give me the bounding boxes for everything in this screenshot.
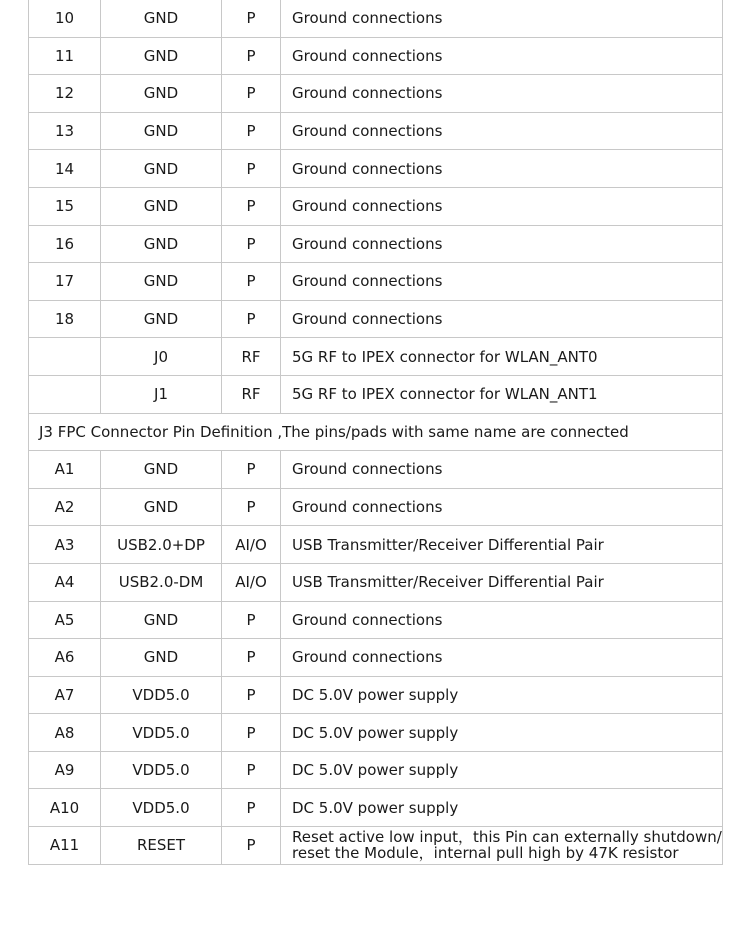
pin-description: DC 5.0V power supply xyxy=(281,676,723,714)
pin-name: GND xyxy=(101,0,222,37)
pin-type: P xyxy=(222,112,281,150)
pin-name: GND xyxy=(101,601,222,639)
pin-name: GND xyxy=(101,451,222,489)
pin-type: RF xyxy=(222,375,281,413)
section-title: J3 FPC Connector Pin Definition ,The pins/pads with same name are connected xyxy=(29,413,723,451)
pin-number: A11 xyxy=(29,827,101,865)
pin-type: P xyxy=(222,75,281,113)
table-row xyxy=(29,827,723,865)
table-row xyxy=(29,75,723,113)
pin-number: 11 xyxy=(29,37,101,75)
pin-number: A1 xyxy=(29,451,101,489)
pin-number: A7 xyxy=(29,676,101,714)
pin-description: Ground connections xyxy=(281,112,723,150)
pin-number: 15 xyxy=(29,187,101,225)
pin-name: RESET xyxy=(101,827,222,865)
pin-type: P xyxy=(222,0,281,37)
pin-name: GND xyxy=(101,300,222,338)
pin-type: P xyxy=(222,488,281,526)
table-row xyxy=(29,112,723,150)
pin-number xyxy=(29,338,101,376)
table-row xyxy=(29,563,723,601)
table-row xyxy=(29,601,723,639)
pin-description: DC 5.0V power supply xyxy=(281,714,723,752)
pin-name: GND xyxy=(101,488,222,526)
pin-name: GND xyxy=(101,225,222,263)
pin-definition-table xyxy=(28,0,723,865)
pin-description: Ground connections xyxy=(281,451,723,489)
table-row xyxy=(29,375,723,413)
pin-description: 5G RF to IPEX connector for WLAN_ANT1 xyxy=(281,375,723,413)
pin-description: Ground connections xyxy=(281,187,723,225)
table-row xyxy=(29,225,723,263)
pin-number: 17 xyxy=(29,263,101,301)
pin-type: AI/O xyxy=(222,563,281,601)
pin-type: P xyxy=(222,225,281,263)
pin-description: USB Transmitter/Receiver Differential Pair xyxy=(281,526,723,564)
pin-type: RF xyxy=(222,338,281,376)
table-row xyxy=(29,714,723,752)
pin-description: Ground connections xyxy=(281,0,723,37)
pin-number: A4 xyxy=(29,563,101,601)
table-row xyxy=(29,300,723,338)
pin-type: P xyxy=(222,150,281,188)
pin-description: Ground connections xyxy=(281,263,723,301)
table-row xyxy=(29,639,723,677)
pin-type: P xyxy=(222,451,281,489)
pin-number: 13 xyxy=(29,112,101,150)
pin-name: GND xyxy=(101,150,222,188)
table-row xyxy=(29,150,723,188)
pin-description: Ground connections xyxy=(281,639,723,677)
pin-number: A3 xyxy=(29,526,101,564)
pin-description: Ground connections xyxy=(281,37,723,75)
pin-name: J0 xyxy=(101,338,222,376)
pin-type: P xyxy=(222,714,281,752)
pin-number: A8 xyxy=(29,714,101,752)
pin-type: P xyxy=(222,187,281,225)
pin-description: Ground connections xyxy=(281,225,723,263)
pin-description: Ground connections xyxy=(281,75,723,113)
pin-name: USB2.0+DP xyxy=(101,526,222,564)
table-row xyxy=(29,789,723,827)
pin-type: P xyxy=(222,601,281,639)
pin-number: 10 xyxy=(29,0,101,37)
table-row xyxy=(29,451,723,489)
table-row xyxy=(29,187,723,225)
pin-name: VDD5.0 xyxy=(101,714,222,752)
pin-type: P xyxy=(222,263,281,301)
section-header-row xyxy=(29,413,723,451)
pin-name: USB2.0-DM xyxy=(101,563,222,601)
table-row xyxy=(29,488,723,526)
pin-number: 18 xyxy=(29,300,101,338)
table-row xyxy=(29,526,723,564)
pin-description: DC 5.0V power supply xyxy=(281,789,723,827)
pin-type: P xyxy=(222,676,281,714)
table-row xyxy=(29,37,723,75)
table-row xyxy=(29,0,723,37)
pin-name: VDD5.0 xyxy=(101,751,222,789)
pin-description: Ground connections xyxy=(281,300,723,338)
pin-type: P xyxy=(222,751,281,789)
pin-description: USB Transmitter/Receiver Differential Pair xyxy=(281,563,723,601)
pin-number: 14 xyxy=(29,150,101,188)
pin-name: GND xyxy=(101,75,222,113)
pin-name: GND xyxy=(101,187,222,225)
pin-name: VDD5.0 xyxy=(101,789,222,827)
pin-number: 16 xyxy=(29,225,101,263)
pin-description xyxy=(281,827,723,865)
table-row xyxy=(29,676,723,714)
pin-number: A9 xyxy=(29,751,101,789)
pin-description: 5G RF to IPEX connector for WLAN_ANT0 xyxy=(281,338,723,376)
table-row xyxy=(29,338,723,376)
pin-type: P xyxy=(222,827,281,865)
pin-description-line: Reset active low input，this Pin can externally shutdown/ xyxy=(292,828,722,847)
pin-name: J1 xyxy=(101,375,222,413)
pin-name: GND xyxy=(101,112,222,150)
pin-description-line: reset the Module，internal pull high by 47K resistor xyxy=(292,844,679,863)
pin-number: A6 xyxy=(29,639,101,677)
pin-number: A10 xyxy=(29,789,101,827)
pin-number: 12 xyxy=(29,75,101,113)
pin-description: Ground connections xyxy=(281,488,723,526)
table-row xyxy=(29,751,723,789)
pin-number: A5 xyxy=(29,601,101,639)
pin-type: AI/O xyxy=(222,526,281,564)
pin-type: P xyxy=(222,37,281,75)
pin-type: P xyxy=(222,639,281,677)
pin-description: Ground connections xyxy=(281,601,723,639)
pin-name: VDD5.0 xyxy=(101,676,222,714)
pin-number: A2 xyxy=(29,488,101,526)
table-row xyxy=(29,263,723,301)
pin-type: P xyxy=(222,300,281,338)
pin-description: Ground connections xyxy=(281,150,723,188)
pin-name: GND xyxy=(101,639,222,677)
pin-description: DC 5.0V power supply xyxy=(281,751,723,789)
pin-number xyxy=(29,375,101,413)
pin-type: P xyxy=(222,789,281,827)
pin-name: GND xyxy=(101,37,222,75)
pin-name: GND xyxy=(101,263,222,301)
